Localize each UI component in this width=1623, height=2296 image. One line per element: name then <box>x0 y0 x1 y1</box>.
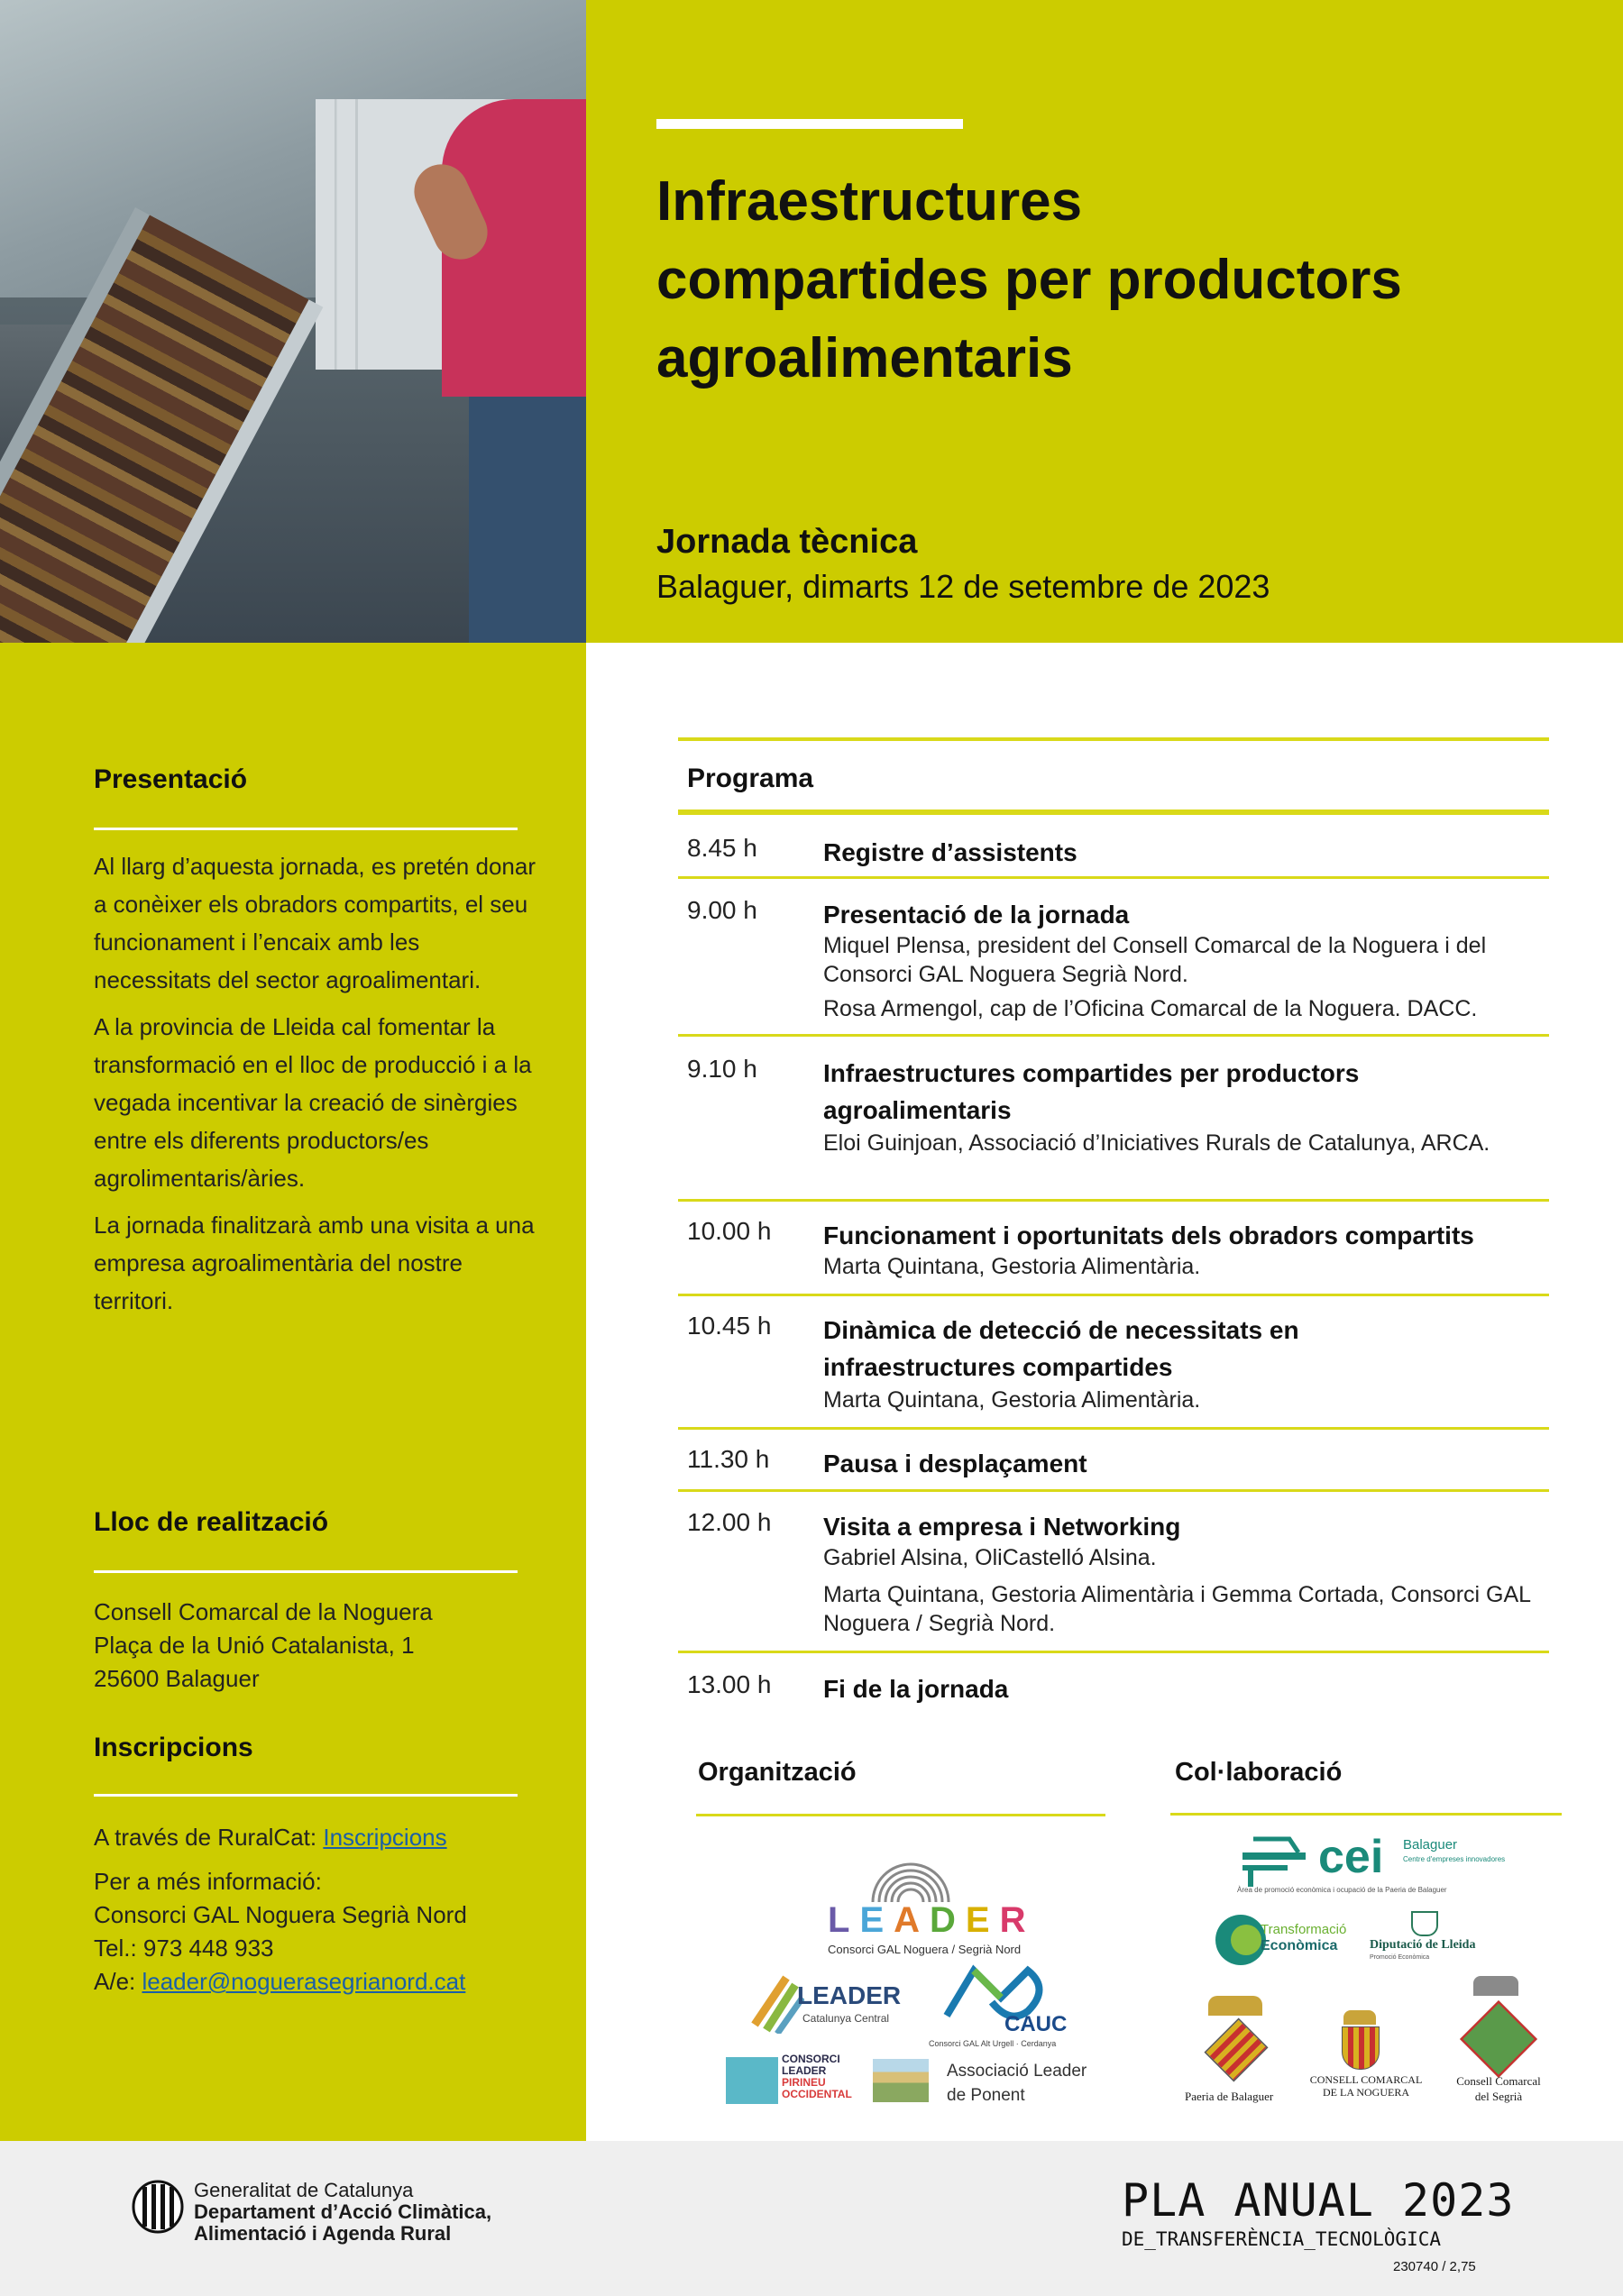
divider <box>94 1570 518 1573</box>
inscripcions-link[interactable]: Inscripcions <box>323 1824 447 1851</box>
item-detail: Gabriel Alsina, OliCastelló Alsina. <box>823 1545 1157 1570</box>
item-time: 10.45 h <box>687 1312 772 1340</box>
leader-logo: LEADER Consorci GAL Noguera / Segrià Nord <box>793 1830 1028 1956</box>
presentacio-text: Al llarg d’aquesta jornada, es pretén donar a conèixer els obradors compartits, el seu funcionament i l’encaix amb les necessitats del sector agroalimentari. A la provincia de Lleida cal fomentar la transformació en el lloc de producció i a la vegada incentivar la creació de sinèrgies entre els diferents productors/es agrolimentaris/àries. La jornada finalitzarà amb una visita a una empresa agroalimentària del nostre territori. <box>94 853 536 1314</box>
transformacio-economica-logo: Transformació Econòmica <box>1214 1909 1371 1972</box>
pirineu-occidental-logo: CONSORCI LEADER PIRINEU OCCIDENTAL <box>726 2054 852 2108</box>
cauc-logo: CAUC Consorci GAL Alt Urgell · Cerdanya <box>929 1962 1073 2052</box>
item-time: 11.30 h <box>687 1445 770 1473</box>
divider <box>94 1794 518 1797</box>
item-time: 10.00 h <box>687 1217 772 1245</box>
col-heading: Col·laboració <box>1175 1758 1343 1787</box>
diputacio-lleida-logo: Diputació de Lleida Promoció Econòmica <box>1366 1911 1501 1965</box>
cei-logo: cei Balaguer Centre d'empreses innovadores Àrea de promoció econòmica i ocupació de la Paeria de Balaguer <box>1237 1831 1506 1894</box>
programa-top-rule <box>678 737 1549 741</box>
item-title: Registre d’assistents <box>823 838 1077 866</box>
pla-anual-logo: PLA ANUAL 2023 <box>1122 2174 1515 2227</box>
item-title: Fi de la jornada <box>823 1675 1009 1703</box>
item-time: 13.00 h <box>687 1670 772 1698</box>
organitzacio-heading: Organització <box>698 1758 857 1787</box>
title-accent-bar <box>656 119 963 129</box>
item-title: Visita a empresa i Networking <box>823 1513 1181 1541</box>
item-time: 9.10 h <box>687 1055 757 1083</box>
inscripcions-heading: Inscripcions <box>94 1733 253 1762</box>
item-detail: Miquel Plensa, president del Consell Comarcal de la Noguera i del Consorci GAL Noguera Segrià Nord. <box>823 933 1487 987</box>
divider <box>696 1814 1105 1816</box>
item-time: 9.00 h <box>687 896 757 924</box>
hero-photo <box>0 0 586 643</box>
presentacio-heading: Presentació <box>94 764 248 794</box>
programa-head-rule <box>678 810 1549 815</box>
paeria-balaguer-logo: Paeria de Balaguer <box>1181 1992 1289 2109</box>
item-time: 12.00 h <box>687 1508 772 1536</box>
item-title: Pausa i desplaçament <box>823 1450 1087 1477</box>
item-title: Dinàmica de detecció de necessitats en infraestructures compartides <box>823 1316 1299 1381</box>
lloc-address: Consell Comarcal de la Noguera Plaça de la Unió Catalanista, 1 25600 Balaguer <box>94 1598 433 1692</box>
event-type: Jornada tècnica <box>656 523 918 561</box>
item-title: Funcionament i oportunitats dels obradors compartits <box>823 1221 1474 1249</box>
pla-anual-subtitle: DE_TRANSFERÈNCIA_TECNOLÒGICA <box>1122 2228 1442 2250</box>
item-detail: Eloi Guinjoan, Associació d’Iniciatives Rurals de Catalunya, ARCA. <box>823 1130 1490 1156</box>
item-detail: Marta Quintana, Gestoria Alimentària. <box>823 1387 1201 1413</box>
item-detail: Marta Quintana, Gestoria Alimentària. <box>823 1254 1201 1279</box>
item-time: 8.45 h <box>687 834 757 862</box>
leader-ponent-logo: Associació Leader de Ponent <box>873 2057 1098 2111</box>
event-date: Balaguer, dimarts 12 de setembre de 2023 <box>656 568 1270 605</box>
generalitat-department: Generalitat de Catalunya Departament d’Acció Climàtica, Alimentació i Agenda Rural <box>194 2179 492 2245</box>
leader-catalunya-central-logo: LEADER Catalunya Central <box>750 1971 903 2043</box>
lloc-heading: Lloc de realització <box>94 1507 329 1537</box>
consell-segria-logo: Consell Comarcal del Segrià <box>1443 1972 1551 2108</box>
item-title: Presentació de la jornada <box>823 901 1130 928</box>
consell-noguera-logo: CONSELL COMARCAL DE LA NOGUERA <box>1307 2008 1416 2112</box>
inscripcions-text: A través de RuralCat: Inscripcions Per a més informació: Consorci GAL Noguera Segrià Nord Tel.: 973 448 933 A/e: leader@noguerasegrianord.cat <box>94 1824 467 1995</box>
item-title: Infraestructures compartides per productors agroalimentaris <box>823 1059 1360 1124</box>
generalitat-logo <box>131 2180 185 2234</box>
document-code: 230740 / 2,75 <box>1393 2259 1476 2274</box>
programa-heading: Programa <box>687 764 814 793</box>
page-title: Infraestructures compartides per productors agroalimentaris <box>656 170 1402 389</box>
item-detail: Rosa Armengol, cap de l’Oficina Comarcal de la Noguera. DACC. <box>823 996 1478 1021</box>
item-detail: Marta Quintana, Gestoria Alimentària i Gemma Cortada, Consorci GAL Noguera / Segrià Nord. <box>823 1582 1531 1636</box>
divider <box>1170 1813 1562 1816</box>
email-link[interactable]: leader@noguerasegrianord.cat <box>142 1968 466 1995</box>
divider <box>94 828 518 830</box>
